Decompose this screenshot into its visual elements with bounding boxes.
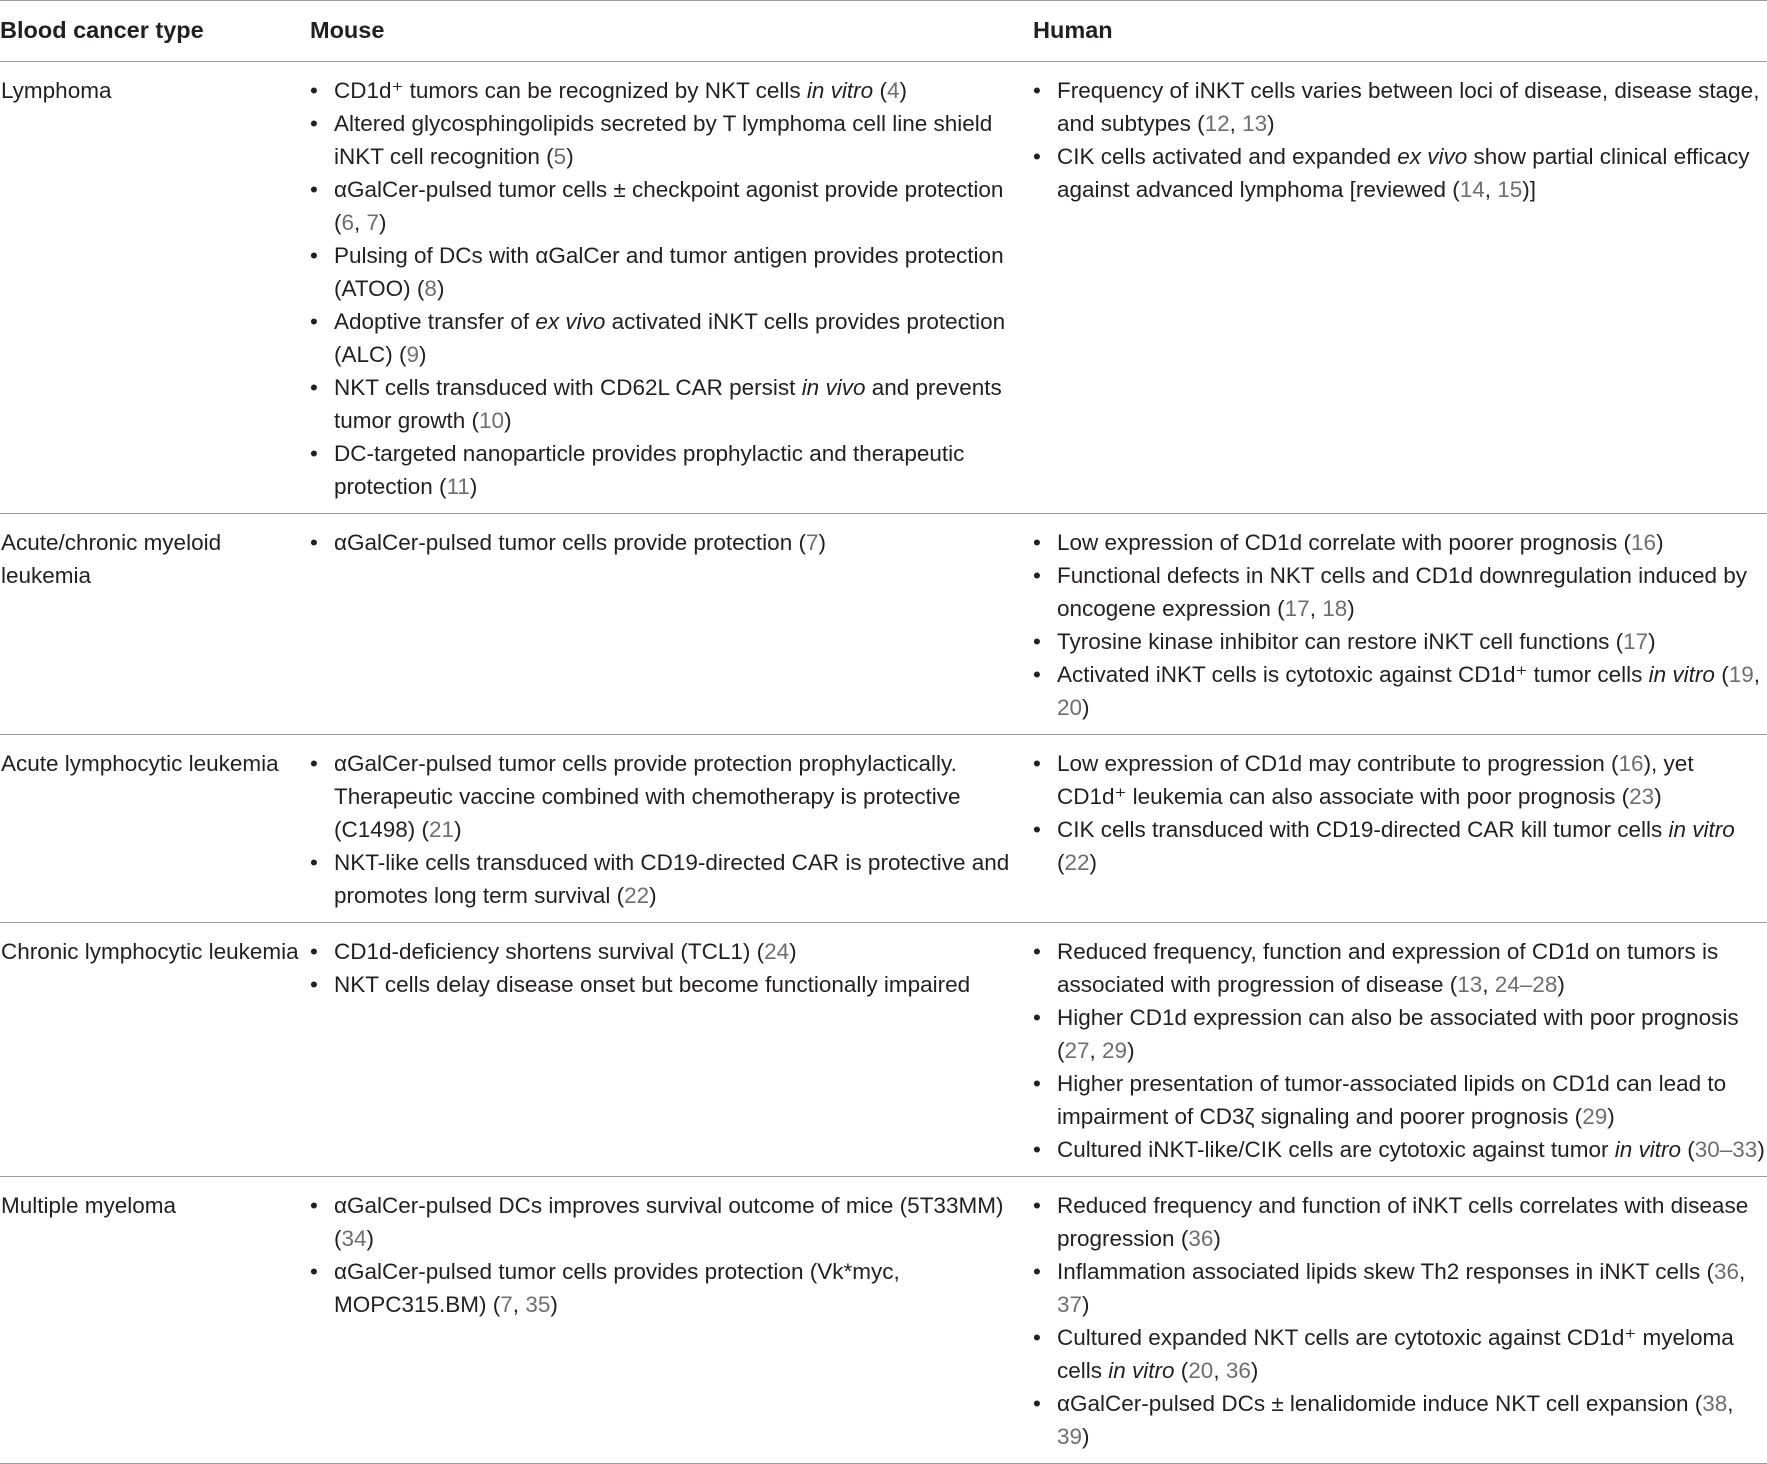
- list-item: • αGalCer-pulsed DCs improves survival outcome of mice (5T33MM) (34): [310, 1189, 1033, 1255]
- reference-link[interactable]: 16: [1631, 530, 1657, 555]
- bullet-icon: •: [1033, 530, 1041, 555]
- human-findings-list: [1033, 935, 1767, 1166]
- list-item: • NKT-like cells transduced with CD19-directed CAR is protective and promotes long term survival (22): [310, 846, 1033, 912]
- list-item: • Activated iNKT cells is cytotoxic against CD1d⁺ tumor cells in vitro (19, 20): [1033, 658, 1767, 724]
- list-item: • Reduced frequency and function of iNKT cells correlates with disease progression (36): [1033, 1189, 1767, 1255]
- list-item: • Frequency of iNKT cells varies between loci of disease, disease stage, and subtypes (12, 13): [1033, 74, 1767, 140]
- bullet-icon: •: [1033, 629, 1041, 654]
- bullet-icon: •: [1033, 1005, 1041, 1030]
- reference-link[interactable]: 36: [1188, 1226, 1214, 1251]
- reference-link[interactable]: 13: [1457, 972, 1483, 997]
- reference-link[interactable]: 6: [341, 210, 355, 235]
- mouse-findings-cell: [310, 62, 1033, 514]
- bullet-icon: •: [310, 111, 318, 136]
- table-header: [0, 1, 1767, 62]
- table-body: [0, 62, 1767, 1464]
- list-item: • Tyrosine kinase inhibitor can restore iNKT cell functions (17): [1033, 625, 1767, 658]
- bullet-icon: •: [1033, 1325, 1041, 1350]
- reference-link[interactable]: 5: [553, 144, 567, 169]
- reference-link[interactable]: 7: [500, 1292, 513, 1317]
- mouse-findings-list: [310, 747, 1033, 912]
- bullet-icon: •: [310, 243, 318, 268]
- human-findings-list: [1033, 74, 1767, 206]
- list-item: • αGalCer-pulsed tumor cells ± checkpoint agonist provide protection (6, 7): [310, 173, 1033, 239]
- reference-link[interactable]: 14: [1459, 177, 1485, 202]
- reference-link[interactable]: 8: [424, 276, 437, 301]
- human-findings-cell: [1033, 514, 1767, 735]
- list-item: • Pulsing of DCs with αGalCer and tumor antigen provides protection (ATOO) (8): [310, 239, 1033, 305]
- reference-link[interactable]: 36: [1713, 1259, 1739, 1284]
- list-item: • CD1d-deficiency shortens survival (TCL1) (24): [310, 935, 1033, 968]
- reference-link[interactable]: 34: [341, 1226, 367, 1251]
- human-findings-cell: [1033, 735, 1767, 923]
- bullet-icon: •: [1033, 1193, 1041, 1218]
- human-findings-list: [1033, 747, 1767, 879]
- reference-link[interactable]: 17: [1623, 629, 1649, 654]
- cancer-type-cell: Acute lymphocytic leukemia: [1, 751, 279, 776]
- bullet-icon: •: [310, 441, 318, 466]
- reference-link[interactable]: 39: [1057, 1424, 1083, 1449]
- italic-term: in vitro: [806, 78, 874, 103]
- reference-link[interactable]: 24–28: [1494, 972, 1558, 997]
- list-item: • Cultured iNKT-like/CIK cells are cytotoxic against tumor in vitro (30–33): [1033, 1133, 1767, 1166]
- list-item: • Adoptive transfer of ex vivo activated iNKT cells provides protection (ALC) (9): [310, 305, 1033, 371]
- table-row: [0, 1177, 1767, 1464]
- list-item: • Low expression of CD1d may contribute to progression (16), yet CD1d⁺ leukemia can also associate with poor prognosis (23): [1033, 747, 1767, 813]
- mouse-findings-cell: [310, 735, 1033, 923]
- reference-link[interactable]: 24: [764, 939, 790, 964]
- reference-link[interactable]: 10: [479, 408, 505, 433]
- human-findings-list: [1033, 526, 1767, 724]
- human-findings-cell: [1033, 923, 1767, 1177]
- bullet-icon: •: [310, 78, 318, 103]
- list-item: • αGalCer-pulsed DCs ± lenalidomide induce NKT cell expansion (38, 39): [1033, 1387, 1767, 1453]
- bullet-icon: •: [310, 530, 318, 555]
- reference-link[interactable]: 7: [366, 210, 380, 235]
- mouse-findings-cell: [310, 1177, 1033, 1464]
- reference-link[interactable]: 15: [1497, 177, 1523, 202]
- human-findings-cell: [1033, 62, 1767, 514]
- list-item: • NKT cells transduced with CD62L CAR persist in vivo and prevents tumor growth (10): [310, 371, 1033, 437]
- list-item: • αGalCer-pulsed tumor cells provide protection (7): [310, 526, 1033, 559]
- list-item: • Reduced frequency, function and expression of CD1d on tumors is associated with progression of disease (13, 24–28): [1033, 935, 1767, 1001]
- bullet-icon: •: [1033, 817, 1041, 842]
- reference-link[interactable]: 35: [525, 1292, 551, 1317]
- cancer-type-cell: Chronic lymphocytic leukemia: [1, 939, 299, 964]
- bullet-icon: •: [310, 375, 318, 400]
- list-item: • Higher CD1d expression can also be associated with poor prognosis (27, 29): [1033, 1001, 1767, 1067]
- reference-link[interactable]: 30–33: [1694, 1137, 1758, 1162]
- list-item: • Low expression of CD1d correlate with poorer prognosis (16): [1033, 526, 1767, 559]
- reference-link[interactable]: 20: [1188, 1358, 1214, 1383]
- italic-term: ex vivo: [1397, 144, 1468, 169]
- reference-link[interactable]: 22: [624, 883, 650, 908]
- reference-link[interactable]: 38: [1702, 1391, 1728, 1416]
- mouse-findings-list: [310, 1189, 1033, 1321]
- bullet-icon: •: [310, 177, 318, 202]
- bullet-icon: •: [1033, 751, 1041, 776]
- list-item: • CIK cells transduced with CD19-directed CAR kill tumor cells in vitro (22): [1033, 813, 1767, 879]
- table-row: [0, 923, 1767, 1177]
- header-blood-cancer-type: Blood cancer type: [0, 16, 204, 43]
- mouse-findings-list: [310, 526, 1033, 559]
- bullet-icon: •: [1033, 563, 1041, 588]
- reference-link[interactable]: 4: [886, 78, 900, 103]
- list-item: • DC-targeted nanoparticle provides prophylactic and therapeutic protection (11): [310, 437, 1033, 503]
- italic-term: in vitro: [1108, 1358, 1175, 1383]
- list-item: • Functional defects in NKT cells and CD1d downregulation induced by oncogene expression (17, 18): [1033, 559, 1767, 625]
- reference-link[interactable]: 22: [1064, 850, 1090, 875]
- bullet-icon: •: [1033, 1259, 1041, 1284]
- reference-link[interactable]: 29: [1102, 1038, 1128, 1063]
- list-item: • Higher presentation of tumor-associated lipids on CD1d can lead to impairment of CD3ζ signaling and poorer prognosis (29): [1033, 1067, 1767, 1133]
- bullet-icon: •: [310, 939, 318, 964]
- header-row: [0, 1, 1767, 62]
- human-findings-list: [1033, 1189, 1767, 1453]
- cancer-type-cell: Lymphoma: [1, 78, 112, 103]
- mouse-findings-cell: [310, 514, 1033, 735]
- reference-link[interactable]: 11: [446, 474, 470, 499]
- header-mouse: Mouse: [310, 16, 385, 43]
- mouse-findings-cell: [310, 923, 1033, 1177]
- bullet-icon: •: [310, 972, 318, 997]
- reference-link[interactable]: 16: [1618, 751, 1644, 776]
- table-row: [0, 62, 1767, 514]
- list-item: • Inflammation associated lipids skew Th2 responses in iNKT cells (36, 37): [1033, 1255, 1767, 1321]
- reference-link[interactable]: 18: [1322, 596, 1348, 621]
- table-row: [0, 735, 1767, 923]
- mouse-findings-list: [310, 74, 1033, 503]
- italic-term: in vitro: [1648, 662, 1715, 687]
- list-item: • NKT cells delay disease onset but become functionally impaired: [310, 968, 1033, 1001]
- reference-link[interactable]: 7: [805, 530, 819, 555]
- bullet-icon: •: [310, 309, 318, 334]
- reference-link[interactable]: 17: [1284, 596, 1310, 621]
- header-human: Human: [1033, 16, 1113, 43]
- reference-link[interactable]: 37: [1057, 1292, 1083, 1317]
- reference-link[interactable]: 21: [429, 817, 455, 842]
- reference-link[interactable]: 13: [1242, 111, 1268, 136]
- bullet-icon: •: [1033, 939, 1041, 964]
- list-item: • Cultured expanded NKT cells are cytotoxic against CD1d⁺ myeloma cells in vitro (20, 36): [1033, 1321, 1767, 1387]
- list-item: • αGalCer-pulsed tumor cells provide protection prophylactically. Therapeutic vaccine combined with chemotherapy is protective (C1498) (21): [310, 747, 1033, 846]
- bullet-icon: •: [310, 1259, 318, 1284]
- cancer-type-cell: Multiple myeloma: [1, 1193, 177, 1218]
- table-row: [0, 514, 1767, 735]
- bullet-icon: •: [1033, 1391, 1041, 1416]
- italic-term: ex vivo: [535, 309, 606, 334]
- reference-link[interactable]: 9: [406, 342, 420, 367]
- reference-link[interactable]: 23: [1629, 784, 1655, 809]
- list-item: • αGalCer-pulsed tumor cells provides protection (Vk*myc, MOPC315.BM) (7, 35): [310, 1255, 1033, 1321]
- bullet-icon: •: [1033, 144, 1041, 169]
- reference-link[interactable]: 19: [1728, 662, 1754, 687]
- italic-term: in vivo: [801, 375, 866, 400]
- bullet-icon: •: [1033, 1071, 1041, 1096]
- bullet-icon: •: [1033, 78, 1041, 103]
- cancer-type-cell: Acute/chronic myeloid leukemia: [1, 530, 222, 588]
- reference-link[interactable]: 12: [1204, 111, 1230, 136]
- bullet-icon: •: [310, 1193, 318, 1218]
- bullet-icon: •: [310, 850, 318, 875]
- list-item: • CD1d⁺ tumors can be recognized by NKT cells in vitro (4): [310, 74, 1033, 107]
- reference-link[interactable]: 20: [1057, 695, 1083, 720]
- list-item: • Altered glycosphingolipids secreted by T lymphoma cell line shield iNKT cell recognition (5): [310, 107, 1033, 173]
- bullet-icon: •: [1033, 662, 1041, 687]
- reference-link[interactable]: 36: [1225, 1358, 1251, 1383]
- reference-link[interactable]: 29: [1582, 1104, 1608, 1129]
- list-item: • CIK cells activated and expanded ex vivo show partial clinical efficacy against advanced lymphoma [reviewed (14, 15)]: [1033, 140, 1767, 206]
- bullet-icon: •: [1033, 1137, 1041, 1162]
- reference-link[interactable]: 27: [1064, 1038, 1090, 1063]
- italic-term: in vitro: [1614, 1137, 1681, 1162]
- bullet-icon: •: [310, 751, 318, 776]
- italic-term: in vitro: [1668, 817, 1735, 842]
- human-findings-cell: [1033, 1177, 1767, 1464]
- mouse-findings-list: [310, 935, 1033, 1001]
